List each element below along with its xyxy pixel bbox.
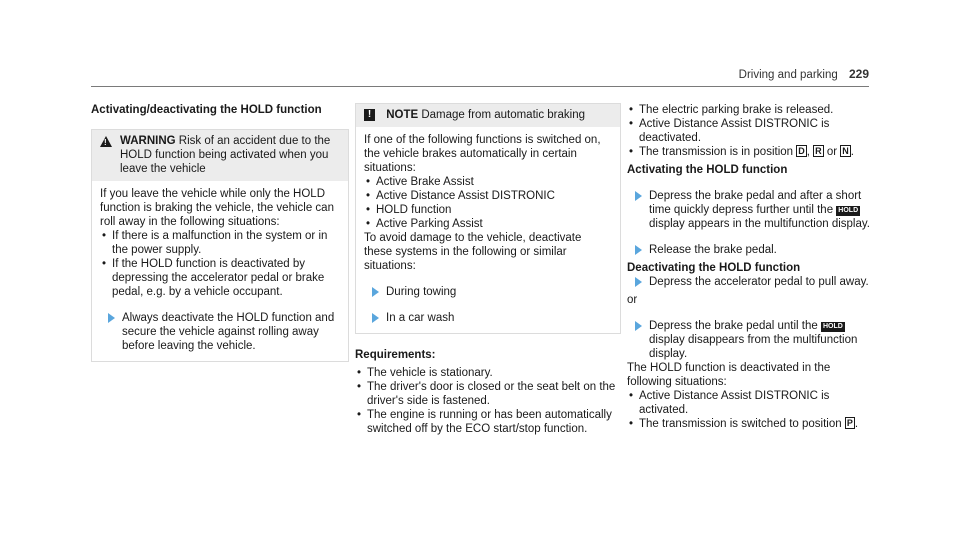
step-text: Depress the accelerator pedal to pull away. — [649, 276, 869, 288]
arrow-icon — [635, 277, 642, 287]
gear-p-symbol: P — [846, 418, 853, 428]
note-body — [356, 127, 620, 333]
exclamation-icon: ! — [364, 109, 375, 121]
note-box — [355, 103, 621, 334]
list-item: • The engine is running or has been automatically switched off by the ECO start/stop function. — [355, 408, 621, 436]
instruction-step — [627, 319, 877, 361]
list-item: • Active Distance Assist DISTRONIC is deactivated. — [627, 117, 877, 145]
gear-r-symbol: R — [815, 146, 822, 156]
list-item: • Active Brake Assist — [364, 175, 612, 189]
warning-text: If you leave the vehicle while only the HOLD function is braking the vehicle, the vehicle can roll away in the following situations: — [100, 188, 334, 228]
warning-title-line1: Risk of an accident due to the — [178, 135, 331, 147]
instruction-step — [364, 311, 612, 325]
list-item: • Active Parking Assist — [364, 217, 612, 231]
instruction-step — [627, 243, 877, 257]
arrow-icon — [635, 191, 642, 201]
hold-icon: HOLD — [838, 207, 859, 214]
step-text: Depress the brake pedal until the — [649, 320, 818, 332]
arrow-icon — [635, 245, 642, 255]
warning-header — [92, 130, 348, 181]
list-item: • The vehicle is stationary. — [355, 366, 621, 380]
instruction-step — [100, 311, 340, 353]
header-rule — [91, 86, 869, 87]
list-item: • The transmission is switched to position P . — [627, 417, 877, 431]
arrow-icon — [372, 313, 379, 323]
step-text: Release the brake pedal. — [649, 244, 777, 256]
deactivating-heading: Deactivating the HOLD function — [627, 262, 801, 274]
requirements-heading: Requirements: — [355, 349, 436, 361]
note-label: NOTE — [386, 109, 419, 121]
or-text: or — [826, 146, 838, 158]
section-heading: Activating/deactivating the HOLD function — [91, 104, 322, 116]
instruction-step — [364, 285, 612, 299]
hold-icon: HOLD — [822, 323, 843, 330]
page-number: 229 — [848, 67, 869, 81]
arrow-icon — [372, 287, 379, 297]
note-text: If one of the following functions is switched on, the vehicle brakes automatically in certain situations: — [364, 134, 601, 174]
step-text: In a car wash — [386, 312, 455, 324]
warning-box — [91, 129, 349, 362]
step-text: Always deactivate the HOLD function and secure the vehicle against rolling away before leaving the vehicle. — [122, 312, 335, 352]
warning-title-rest: HOLD function being activated when you leave the vehicle — [120, 149, 329, 175]
note-text-2: To avoid damage to the vehicle, deactivate these systems in the following or similar situations: — [364, 232, 582, 272]
step-text: During towing — [386, 286, 457, 298]
gear-n-symbol: N — [842, 146, 849, 156]
list-item: • If the HOLD function is deactivated by depressing the accelerator pedal or brake pedal, e.g. by a vehicle occupant. — [100, 257, 340, 299]
list-item: • If there is a malfunction in the system or in the power supply. — [100, 229, 340, 257]
warning-label: WARNING — [120, 135, 176, 147]
step-text: display disappears from the multifunction display. — [649, 334, 858, 360]
section-title: Driving and parking — [738, 69, 838, 81]
instruction-step — [627, 275, 877, 289]
or-text: or — [627, 294, 638, 306]
column-2 — [355, 103, 621, 436]
list-item: • Active Distance Assist DISTRONIC — [364, 189, 612, 203]
arrow-icon — [108, 313, 115, 323]
step-text: Depress the brake pedal and after a short time quickly depress further until the — [649, 190, 862, 216]
note-header — [356, 104, 620, 127]
arrow-icon — [635, 321, 642, 331]
list-item-text: The transmission is switched to position — [639, 418, 842, 430]
instruction-step — [627, 189, 877, 231]
gear-d-symbol: D — [798, 146, 805, 156]
page-header — [739, 67, 869, 82]
position-text: The transmission is in position — [639, 146, 794, 158]
warning-icon: ! — [100, 134, 120, 176]
list-item: • The transmission is in position D , R or N . — [627, 145, 877, 159]
column-3 — [627, 103, 877, 431]
warning-body — [92, 181, 348, 361]
list-item: • HOLD function — [364, 203, 612, 217]
list-item: • The driver's door is closed or the seat belt on the driver's side is fastened. — [355, 380, 621, 408]
column-1 — [91, 103, 349, 362]
deactivation-text: The HOLD function is deactivated in the following situations: — [627, 362, 831, 388]
activating-heading: Activating the HOLD function — [627, 164, 788, 176]
note-title: Damage from automatic braking — [421, 109, 585, 121]
list-item: • Active Distance Assist DISTRONIC is activated. — [627, 389, 877, 417]
step-text: display appears in the multifunction display. — [649, 218, 870, 230]
list-item: • The electric parking brake is released. — [627, 103, 877, 117]
